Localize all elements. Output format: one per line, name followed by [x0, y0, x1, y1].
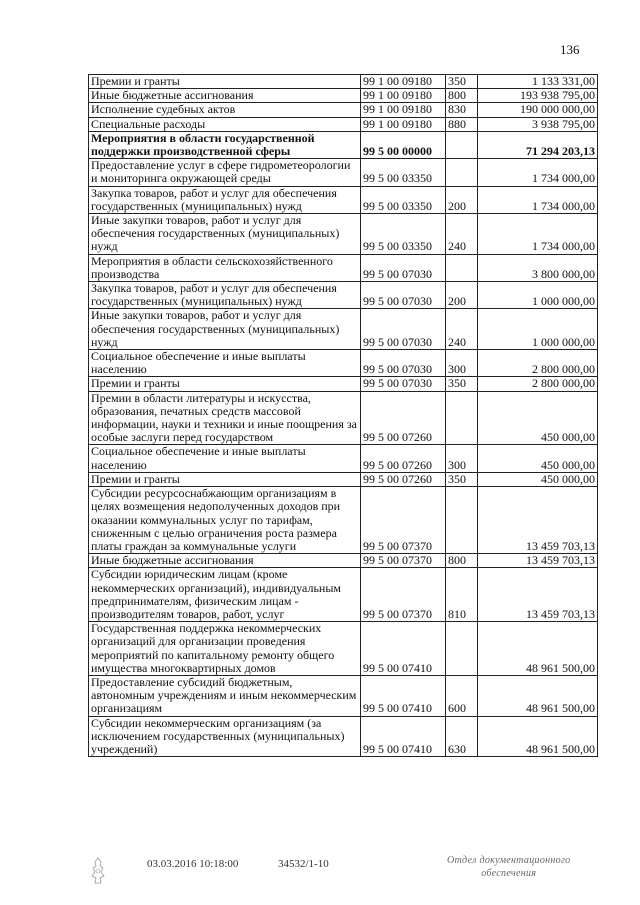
stamp-line-1: Отдел документационного	[447, 855, 571, 866]
row-name: Специальные расходы	[89, 117, 361, 131]
table-row	[89, 117, 598, 131]
row-amount: 48 961 500,00	[478, 622, 598, 676]
footer-doc-number: 34532/1-10	[278, 858, 329, 870]
row-name: Социальное обеспечение и иные выплаты населению	[89, 350, 361, 377]
row-expense-type: 800	[446, 554, 478, 568]
row-amount: 450 000,00	[478, 472, 598, 486]
table-row	[89, 487, 598, 554]
row-code: 99 5 00 00000	[361, 131, 446, 158]
row-name: Исполнение судебных актов	[89, 103, 361, 117]
row-expense-type: 880	[446, 117, 478, 131]
row-expense-type: 300	[446, 350, 478, 377]
row-expense-type: 350	[446, 472, 478, 486]
department-stamp	[447, 854, 570, 880]
row-code: 99 5 00 07410	[361, 675, 446, 716]
row-code: 99 5 00 07030	[361, 350, 446, 377]
row-name: Премии и гранты	[89, 75, 361, 89]
row-amount: 1 133 331,00	[478, 75, 598, 89]
row-name: Мероприятия в области государственной поддержки производственной сферы	[89, 131, 361, 158]
row-code: 99 5 00 07260	[361, 391, 446, 445]
row-amount: 1 734 000,00	[478, 214, 598, 255]
table-row	[89, 131, 598, 158]
table-row	[89, 675, 598, 716]
emblem-icon	[88, 856, 108, 886]
row-code: 99 5 00 07030	[361, 254, 446, 281]
row-name: Иные бюджетные ассигнования	[89, 89, 361, 103]
row-amount: 1 734 000,00	[478, 159, 598, 186]
table-row	[89, 282, 598, 309]
row-expense-type	[446, 487, 478, 554]
table-row	[89, 554, 598, 568]
row-expense-type: 240	[446, 214, 478, 255]
row-expense-type	[446, 254, 478, 281]
row-expense-type: 350	[446, 75, 478, 89]
row-code: 99 1 00 09180	[361, 75, 446, 89]
table-row	[89, 472, 598, 486]
row-amount: 48 961 500,00	[478, 675, 598, 716]
table-row	[89, 103, 598, 117]
row-amount: 3 800 000,00	[478, 254, 598, 281]
row-code: 99 5 00 07260	[361, 472, 446, 486]
row-code: 99 1 00 09180	[361, 103, 446, 117]
row-amount: 2 800 000,00	[478, 377, 598, 391]
row-name: Социальное обеспечение и иные выплаты населению	[89, 445, 361, 472]
row-code: 99 1 00 09180	[361, 89, 446, 103]
table-row	[89, 350, 598, 377]
row-name: Иные бюджетные ассигнования	[89, 554, 361, 568]
row-name: Субсидии ресурсоснабжающим организациям в целях возмещения недополученных доходов при оказании коммунальных услуг по тарифам, сниженным с целью ограничения роста размера платы граждан за коммунальные услуги	[89, 487, 361, 554]
row-amount: 13 459 703,13	[478, 568, 598, 622]
row-code: 99 5 00 07410	[361, 716, 446, 757]
row-code: 99 5 00 07030	[361, 282, 446, 309]
row-expense-type: 810	[446, 568, 478, 622]
row-code: 99 5 00 03350	[361, 159, 446, 186]
row-name: Закупка товаров, работ и услуг для обеспечения государственных (муниципальных) нужд	[89, 282, 361, 309]
row-name: Субсидии некоммерческим организациям (за исключением государственных (муниципальных) учреждений)	[89, 716, 361, 757]
table-row	[89, 214, 598, 255]
table-row	[89, 159, 598, 186]
stamp-line-2: обеспечения	[481, 868, 537, 879]
row-name: Субсидии юридическим лицам (кроме некоммерческих организаций), индивидуальным предпринимателям, физическим лицам - производителям товаров, работ, услуг	[89, 568, 361, 622]
row-expense-type: 800	[446, 89, 478, 103]
row-expense-type: 350	[446, 377, 478, 391]
table-row	[89, 309, 598, 350]
row-amount: 1 000 000,00	[478, 309, 598, 350]
row-name: Предоставление услуг в сфере гидрометеорологии и мониторинга окружающей среды	[89, 159, 361, 186]
table-row	[89, 445, 598, 472]
row-name: Предоставление субсидий бюджетным, автономным учреждениям и иным некоммерческим организациям	[89, 675, 361, 716]
table-row	[89, 716, 598, 757]
table-row	[89, 254, 598, 281]
row-amount: 48 961 500,00	[478, 716, 598, 757]
row-code: 99 1 00 09180	[361, 117, 446, 131]
table-row	[89, 75, 598, 89]
row-code: 99 5 00 03350	[361, 214, 446, 255]
page-number: 136	[560, 42, 580, 57]
row-expense-type: 630	[446, 716, 478, 757]
table-row	[89, 377, 598, 391]
row-code: 99 5 00 03350	[361, 186, 446, 213]
row-expense-type	[446, 159, 478, 186]
row-code: 99 5 00 07030	[361, 309, 446, 350]
row-name: Премии в области литературы и искусства, образования, печатных средств массовой информации, науки и техники и иные поощрения за особые заслуги перед государством	[89, 391, 361, 445]
row-amount: 193 938 795,00	[478, 89, 598, 103]
row-name: Премии и гранты	[89, 377, 361, 391]
row-expense-type: 830	[446, 103, 478, 117]
row-expense-type: 240	[446, 309, 478, 350]
table-row	[89, 186, 598, 213]
row-amount: 1 734 000,00	[478, 186, 598, 213]
table-row	[89, 622, 598, 676]
row-amount: 1 000 000,00	[478, 282, 598, 309]
row-name: Государственная поддержка некоммерческих организаций для организации проведения мероприятий по капитальному ремонту общего имущества многоквартирных домов	[89, 622, 361, 676]
row-name: Иные закупки товаров, работ и услуг для обеспечения государственных (муниципальных) нужд	[89, 309, 361, 350]
table-row	[89, 89, 598, 103]
row-expense-type: 300	[446, 445, 478, 472]
row-amount: 13 459 703,13	[478, 487, 598, 554]
row-expense-type	[446, 391, 478, 445]
row-amount: 13 459 703,13	[478, 554, 598, 568]
row-code: 99 5 00 07260	[361, 445, 446, 472]
row-amount: 3 938 795,00	[478, 117, 598, 131]
row-name: Премии и гранты	[89, 472, 361, 486]
table-row	[89, 391, 598, 445]
row-code: 99 5 00 07370	[361, 554, 446, 568]
row-expense-type: 600	[446, 675, 478, 716]
footer-datetime: 03.03.2016 10:18:00	[147, 858, 239, 870]
row-amount: 450 000,00	[478, 391, 598, 445]
row-code: 99 5 00 07030	[361, 377, 446, 391]
table-row	[89, 568, 598, 622]
row-code: 99 5 00 07370	[361, 568, 446, 622]
row-code: 99 5 00 07410	[361, 622, 446, 676]
row-amount: 450 000,00	[478, 445, 598, 472]
row-code: 99 5 00 07370	[361, 487, 446, 554]
row-name: Мероприятия в области сельскохозяйственного производства	[89, 254, 361, 281]
row-amount: 190 000 000,00	[478, 103, 598, 117]
row-expense-type	[446, 622, 478, 676]
row-expense-type: 200	[446, 282, 478, 309]
row-amount: 2 800 000,00	[478, 350, 598, 377]
row-expense-type	[446, 131, 478, 158]
row-expense-type: 200	[446, 186, 478, 213]
row-amount: 71 294 203,13	[478, 131, 598, 158]
row-name: Иные закупки товаров, работ и услуг для обеспечения государственных (муниципальных) нужд	[89, 214, 361, 255]
row-name: Закупка товаров, работ и услуг для обеспечения государственных (муниципальных) нужд	[89, 186, 361, 213]
budget-table	[88, 74, 598, 757]
